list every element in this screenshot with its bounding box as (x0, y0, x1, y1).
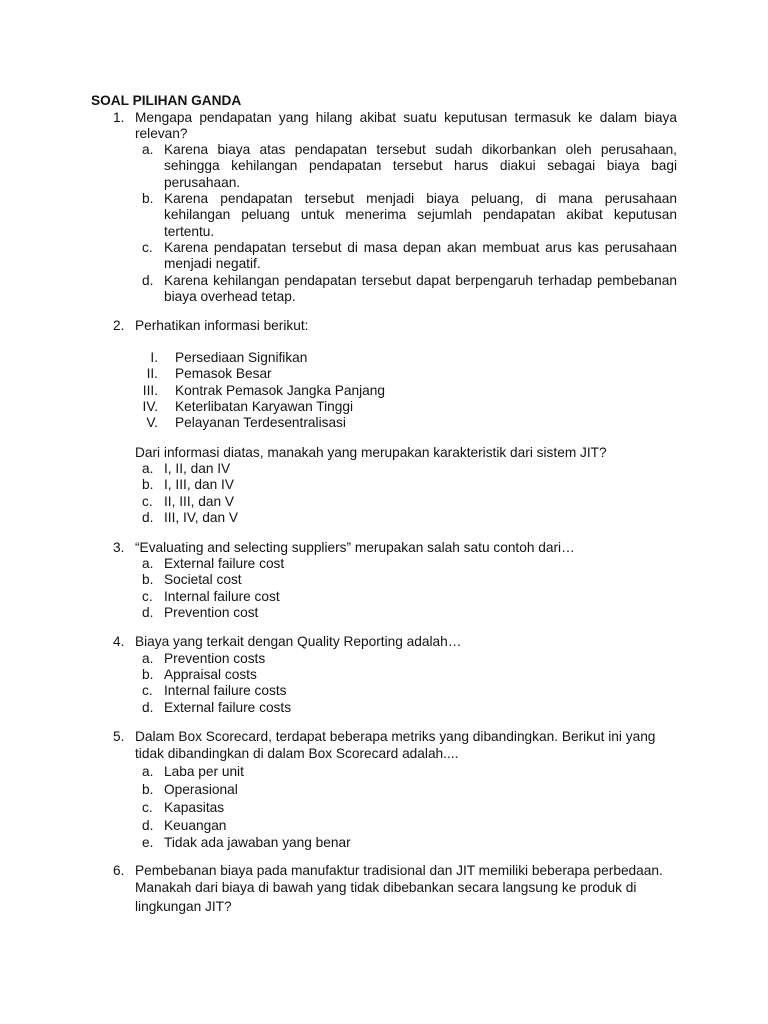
option-letter: c. (142, 240, 153, 255)
option-letter: d. (142, 700, 154, 715)
statement-numeral: I. (150, 350, 158, 365)
option-letter: b. (142, 477, 154, 492)
option-text: I, III, dan IV (164, 477, 234, 492)
option-text: Tidak ada jawaban yang benar (164, 835, 351, 850)
option-text-line: kehilangan peluang untuk menerima sejumlah pendapatan akibat keputusan (164, 207, 677, 222)
question-number: 5. (113, 729, 125, 744)
option-text: Kapasitas (164, 800, 225, 815)
option-text: Societal cost (164, 572, 242, 587)
option-letter: d. (142, 605, 154, 620)
question-text-line: relevan? (135, 126, 188, 141)
option-letter: b. (142, 667, 154, 682)
option-text: Internal failure costs (164, 683, 287, 698)
option-text: External failure costs (164, 700, 292, 715)
option-letter: a. (142, 461, 154, 476)
question-number: 3. (113, 540, 125, 555)
question-text-line: lingkungan JIT? (135, 899, 232, 914)
option-text: III, IV, dan V (164, 510, 239, 525)
option-letter: c. (142, 800, 153, 815)
question-text-line: Perhatikan informasi berikut: (135, 318, 309, 333)
option-letter: a. (142, 651, 154, 666)
option-text-line: Karena pendapatan tersebut menjadi biaya peluang, di mana perusahaan (164, 191, 677, 206)
option-letter: b. (142, 191, 154, 206)
option-text-line: Karena biaya atas pendapatan tersebut sudah dikorbankan oleh perusahaan, (164, 142, 677, 157)
option-text: Appraisal costs (164, 667, 257, 682)
option-letter: c. (142, 589, 153, 604)
option-text: I, II, dan IV (164, 461, 231, 476)
statement-numeral: II. (146, 366, 158, 381)
option-letter: b. (142, 782, 154, 797)
statement-text: Keterlibatan Karyawan Tinggi (175, 399, 354, 414)
option-letter: b. (142, 572, 154, 587)
question-number: 2. (113, 318, 125, 333)
option-text-line: menjadi negatif. (164, 256, 261, 271)
statement-text: Kontrak Pemasok Jangka Panjang (175, 383, 386, 398)
question-text-line: Mengapa pendapatan yang hilang akibat suatu keputusan termasuk ke dalam biaya (135, 110, 677, 125)
question-text-line: Pembebanan biaya pada manufaktur tradisional dan JIT memiliki beberapa perbedaan. (135, 863, 663, 878)
option-letter: d. (142, 273, 154, 288)
option-text: Operasional (164, 782, 238, 797)
option-letter: d. (142, 818, 154, 833)
statement-numeral: V. (146, 415, 158, 430)
option-text: Internal failure cost (164, 589, 280, 604)
option-text: Laba per unit (164, 764, 244, 779)
option-text: Prevention cost (164, 605, 259, 620)
option-letter: a. (142, 764, 154, 779)
option-letter: e. (142, 835, 154, 850)
option-text-line: sehingga kehilangan pendapatan tersebut harus diakui sebagai biaya bagi (164, 158, 677, 173)
option-text: Keuangan (164, 818, 227, 833)
option-letter: c. (142, 494, 153, 509)
question-text-line: Manakah dari biaya di bawah yang tidak dibebankan secara langsung ke produk di (135, 880, 637, 895)
question-number: 4. (113, 634, 125, 649)
page-title: SOAL PILIHAN GANDA (91, 93, 242, 108)
option-letter: a. (142, 556, 154, 571)
statement-numeral: IV. (142, 399, 158, 414)
option-text-line: tertentu. (164, 224, 215, 239)
option-letter: d. (142, 510, 154, 525)
option-text: External failure cost (164, 556, 285, 571)
option-text-line: biaya overhead tetap. (164, 289, 296, 304)
option-text: Prevention costs (164, 651, 266, 666)
question-number: 6. (113, 863, 125, 878)
question-text-line: “Evaluating and selecting suppliers” merupakan salah satu contoh dari… (135, 540, 575, 555)
option-text: II, III, dan V (164, 494, 234, 509)
option-text-line: Karena pendapatan tersebut di masa depan akan membuat arus kas perusahaan (164, 240, 677, 255)
statement-text: Pemasok Besar (175, 366, 272, 381)
option-letter: a. (142, 142, 154, 157)
question-number: 1. (113, 110, 125, 125)
option-text-line: perusahaan. (164, 175, 241, 190)
question-text-line: tidak dibandingkan di dalam Box Scorecard adalah.... (135, 746, 459, 761)
question-text-line: Biaya yang terkait dengan Quality Reporting adalah… (135, 634, 462, 649)
option-text-line: Karena kehilangan pendapatan tersebut dapat berpengaruh terhadap pembebanan (164, 273, 677, 288)
statement-numeral: III. (142, 383, 158, 398)
question-text-line: Dalam Box Scorecard, terdapat beberapa metriks yang dibandingkan. Berikut ini yang (135, 729, 656, 744)
statement-text: Persediaan Signifikan (175, 350, 308, 365)
statement-text: Pelayanan Terdesentralisasi (175, 415, 346, 430)
option-letter: c. (142, 683, 153, 698)
question-prompt: Dari informasi diatas, manakah yang merupakan karakteristik dari sistem JIT? (135, 445, 607, 460)
